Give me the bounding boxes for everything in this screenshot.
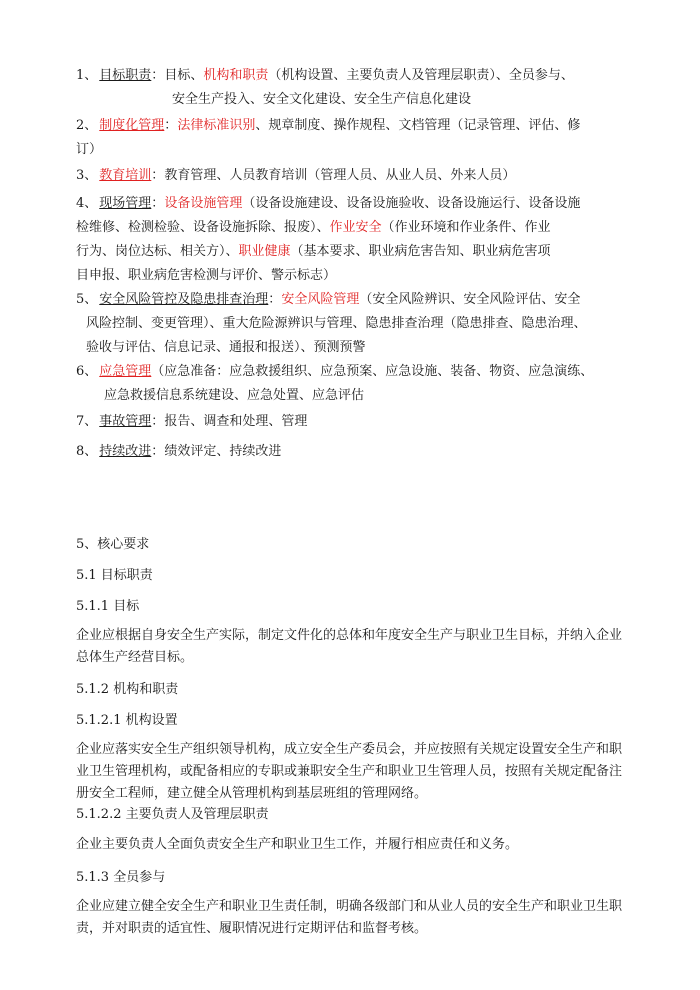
item-separator: ：	[151, 414, 165, 429]
text-run: 教育管理、人员教育培训（管理人员、从业人员、外来人员）	[164, 168, 516, 183]
text-run: （安全风险辨识、安全风险评估、安全	[359, 292, 581, 307]
list-item-5-line-2	[76, 312, 636, 336]
item-number: 2、	[76, 118, 98, 133]
list-item-1	[76, 64, 636, 112]
text-run: （设备设施建设、设备设施验收、设备设施运行、设备设施	[242, 196, 581, 211]
list-item-8-line-1	[76, 440, 636, 464]
item-title: 现场管理	[99, 196, 152, 211]
list-item-5-line-1	[76, 288, 636, 312]
heading-5-1-2-2: 5.1.2.2 主要负责人及管理层职责	[76, 807, 269, 822]
heading-5-1-3: 5.1.3 全员参与	[76, 870, 166, 885]
text-run: 风险控制、变更管理）、重大危险源辨识与管理、隐患排查治理（隐患排查、隐患治理、	[86, 316, 587, 331]
list-item-1-line-1	[76, 64, 636, 88]
text-run: 验收与评估、信息记录、通报和报送）、预测预警	[86, 340, 366, 355]
item-title: 安全风险管控及隐患排查治理	[99, 292, 269, 307]
item-number: 8、	[76, 444, 98, 459]
item-separator: ：	[151, 168, 165, 183]
list-item-4	[76, 192, 636, 288]
item-number: 3、	[76, 168, 98, 183]
item-number: 5、	[76, 292, 98, 307]
item-number: 4、	[76, 196, 98, 211]
list-item-4-line-2	[76, 216, 636, 240]
list-item-7-line-1	[76, 410, 636, 434]
item-separator: ：	[151, 444, 165, 459]
heading-5-1-2: 5.1.2 机构和职责	[76, 682, 179, 697]
item-title: 应急管理	[99, 364, 152, 379]
item-title: 目标职责	[99, 68, 152, 83]
heading-5: 5、核心要求	[76, 537, 150, 552]
list-item-2-line-2	[76, 138, 636, 162]
highlight-text: 法律标准识别	[177, 118, 256, 133]
paragraph-5-1-1: 企业应根据自身安全生产实际，制定文件化的总体和年度安全生产与职业卫生目标，并纳入企业总体生产经营目标。	[76, 628, 623, 665]
item-separator: ：	[151, 196, 165, 211]
text-run: 绩效评定、持续改进	[164, 444, 282, 459]
list-item-3	[76, 164, 636, 188]
highlight-text: 职业健康	[238, 244, 291, 259]
text-run: 检维修、检测检验、设备设施拆除、报废）、	[76, 220, 330, 235]
item-title: 制度化管理	[99, 118, 165, 133]
paragraph-5-1-3: 企业应建立健全安全生产和职业卫生责任制，明确各级部门和从业人员的安全生产和职业卫生职责，并对职责的适宜性、履职情况进行定期评估和监督考核。	[76, 899, 623, 936]
list-item-2-line-1	[76, 114, 636, 138]
text-run: 目标、	[164, 68, 204, 83]
text-run: 行为、岗位达标、相关方）、	[76, 244, 239, 259]
paragraph-5-1-2-1: 企业应落实安全生产组织领导机构，成立安全生产委员会，并应按照有关规定设置安全生产和职业卫生管理机构，或配备相应的专职或兼职安全生产和职业卫生管理人员，按照有关规定配备注册安全工程师，建立健全从管理机构到基层班组的管理网络。	[76, 742, 623, 801]
item-title: 教育培训	[99, 168, 152, 183]
heading-5-1: 5.1 目标职责	[76, 568, 153, 583]
item-number: 6、	[76, 364, 98, 379]
list-item-4-line-1	[76, 192, 636, 216]
item-title: 事故管理	[99, 414, 152, 429]
list-item-6	[76, 360, 636, 408]
list-item-2	[76, 114, 636, 162]
heading-5-1-1: 5.1.1 目标	[76, 599, 140, 614]
item-number: 7、	[76, 414, 98, 429]
highlight-text: 设备设施管理	[164, 196, 243, 211]
list-item-6-line-2	[76, 384, 636, 408]
item-number: 1、	[76, 68, 98, 83]
item-separator: ：	[268, 292, 282, 307]
item-separator: ：	[164, 118, 178, 133]
text-run: 订）	[76, 142, 103, 157]
paragraph-5-1-2-2: 企业主要负责人全面负责安全生产和职业卫生工作，并履行相应责任和义务。	[76, 837, 519, 852]
highlight-text: 作业安全	[329, 220, 382, 235]
list-item-5-line-3	[76, 336, 636, 360]
list-item-6-line-1	[76, 360, 636, 384]
list-item-1-line-2	[76, 88, 636, 112]
text-run: （基本要求、职业病危害告知、职业病危害项	[290, 244, 551, 259]
item-title: 持续改进	[99, 444, 152, 459]
list-item-4-line-3	[76, 240, 636, 264]
text-run: （应急准备：应急救援组织、应急预案、应急设施、装备、物资、应急演练、	[151, 364, 594, 379]
text-run: （作业环境和作业条件、作业	[381, 220, 551, 235]
text-run: （机构设置、主要负责人及管理层职责）、全员参与、	[268, 68, 574, 83]
highlight-text: 安全风险管理	[281, 292, 360, 307]
list-item-7	[76, 410, 636, 434]
text-run: 应急救援信息系统建设、应急处置、应急评估	[104, 388, 365, 403]
list-item-5	[76, 288, 636, 360]
list-item-8	[76, 440, 636, 464]
text-run: 报告、调查和处理、管理	[164, 414, 308, 429]
list-item-3-line-1	[76, 164, 636, 188]
text-run: 安全生产投入、安全文化建设、安全生产信息化建设	[172, 92, 472, 107]
text-run: 目申报、职业病危害检测与评价、警示标志）	[76, 268, 337, 283]
highlight-text: 机构和职责	[203, 68, 269, 83]
text-run: 、规章制度、操作规程、文档管理（记录管理、评估、修	[255, 118, 581, 133]
item-separator: ：	[151, 68, 165, 83]
heading-5-1-2-1: 5.1.2.1 机构设置	[76, 713, 178, 728]
list-item-4-line-4	[76, 264, 636, 288]
